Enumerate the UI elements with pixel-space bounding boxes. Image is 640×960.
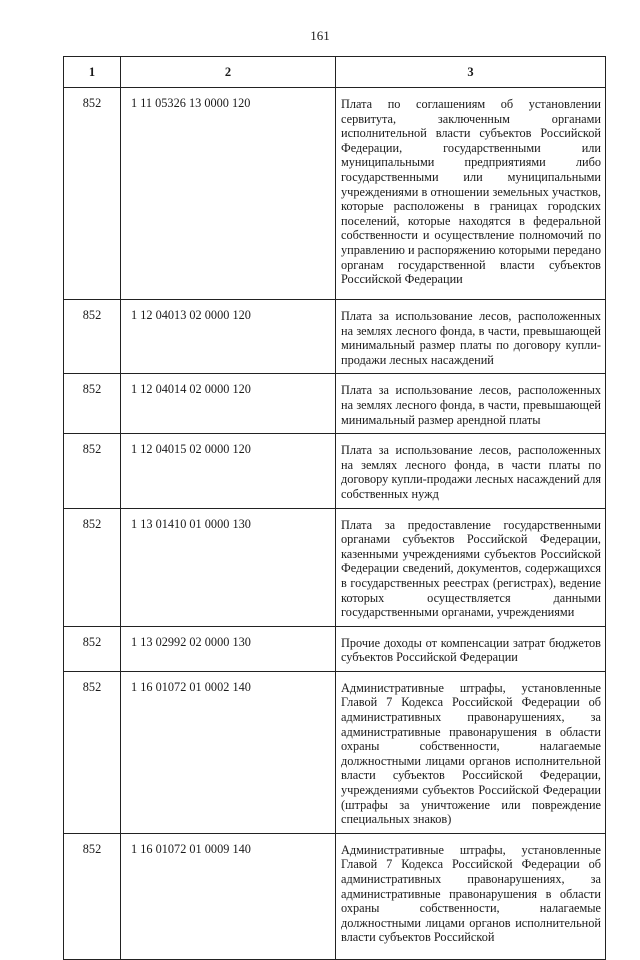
table-row xyxy=(64,374,606,434)
admin-code-cell: 852 xyxy=(64,508,121,626)
admin-code-cell: 852 xyxy=(64,300,121,374)
table-row xyxy=(64,833,606,959)
revenue-code-cell: 1 11 05326 13 0000 120 xyxy=(121,88,336,300)
table-row xyxy=(64,626,606,671)
revenue-description-cell: Прочие доходы от компенсации затрат бюджетов субъектов Российской Федерации xyxy=(336,626,606,671)
revenue-code-cell: 1 13 02992 02 0000 130 xyxy=(121,626,336,671)
table-row xyxy=(64,88,606,300)
revenue-description-cell: Плата за использование лесов, расположенных на землях лесного фонда, в части платы по договору купли-продажи лесных насаждений для собственных нужд xyxy=(336,434,606,508)
column-header: 3 xyxy=(336,57,606,88)
admin-code-cell: 852 xyxy=(64,833,121,959)
revenue-description-cell: Плата за предоставление государственными органами субъектов Российской Федерации, казенными учреждениями субъектов Российской Федерации сведений, документов, содержащихся в государственных реестрах (регистрах), ведение которых осуществляется данными государственными органами, учреждениями xyxy=(336,508,606,626)
revenue-description-cell: Плата за использование лесов, расположенных на землях лесного фонда, в части, превышающей минимальный размер платы по договору купли-продажи лесных насаждений xyxy=(336,300,606,374)
revenue-description-cell: Плата по соглашениям об установлении сервитута, заключенным органами исполнительной власти субъектов Российской Федерации, государственными или муниципальными предприятиями либо государственными или муниципальными учреждениями в отношении земельных участков, которые расположены в границах городских поселений, которые находятся в федеральной собственности и осуществление полномочий по управлению и распоряжению которыми передано органам государственной власти субъектов Российской Федерации xyxy=(336,88,606,300)
revenue-code-cell: 1 16 01072 01 0009 140 xyxy=(121,833,336,959)
page-number: 161 xyxy=(310,28,330,43)
revenue-code-cell: 1 13 01410 01 0000 130 xyxy=(121,508,336,626)
column-header: 2 xyxy=(121,57,336,88)
table-row xyxy=(64,434,606,508)
column-header: 1 xyxy=(64,57,121,88)
table-row xyxy=(64,671,606,833)
admin-code-cell: 852 xyxy=(64,88,121,300)
revenue-description-cell: Плата за использование лесов, расположенных на землях лесного фонда, в части, превышающей минимальный размер арендной платы xyxy=(336,374,606,434)
admin-code-cell: 852 xyxy=(64,434,121,508)
admin-code-cell: 852 xyxy=(64,626,121,671)
table-row xyxy=(64,300,606,374)
table-header-row xyxy=(64,57,606,88)
table-row xyxy=(64,508,606,626)
revenue-codes-table xyxy=(63,56,606,960)
revenue-description-cell: Административные штрафы, установленные Главой 7 Кодекса Российской Федерации об административных правонарушениях, за административные правонарушения в области охраны собственности, налагаемые должностными лицами органов исполнительной власти субъектов Российской Федерации, учреждениями субъектов Российской Федерации (штрафы за уничтожение или повреждение специальных знаков) xyxy=(336,671,606,833)
admin-code-cell: 852 xyxy=(64,671,121,833)
revenue-code-cell: 1 12 04014 02 0000 120 xyxy=(121,374,336,434)
revenue-description-cell: Административные штрафы, установленные Главой 7 Кодекса Российской Федерации об административных правонарушениях, за административные правонарушения в области охраны собственности, налагаемые должностными лицами органов исполнительной власти субъектов Российской xyxy=(336,833,606,959)
revenue-code-cell: 1 12 04013 02 0000 120 xyxy=(121,300,336,374)
admin-code-cell: 852 xyxy=(64,374,121,434)
revenue-code-cell: 1 16 01072 01 0002 140 xyxy=(121,671,336,833)
revenue-code-cell: 1 12 04015 02 0000 120 xyxy=(121,434,336,508)
